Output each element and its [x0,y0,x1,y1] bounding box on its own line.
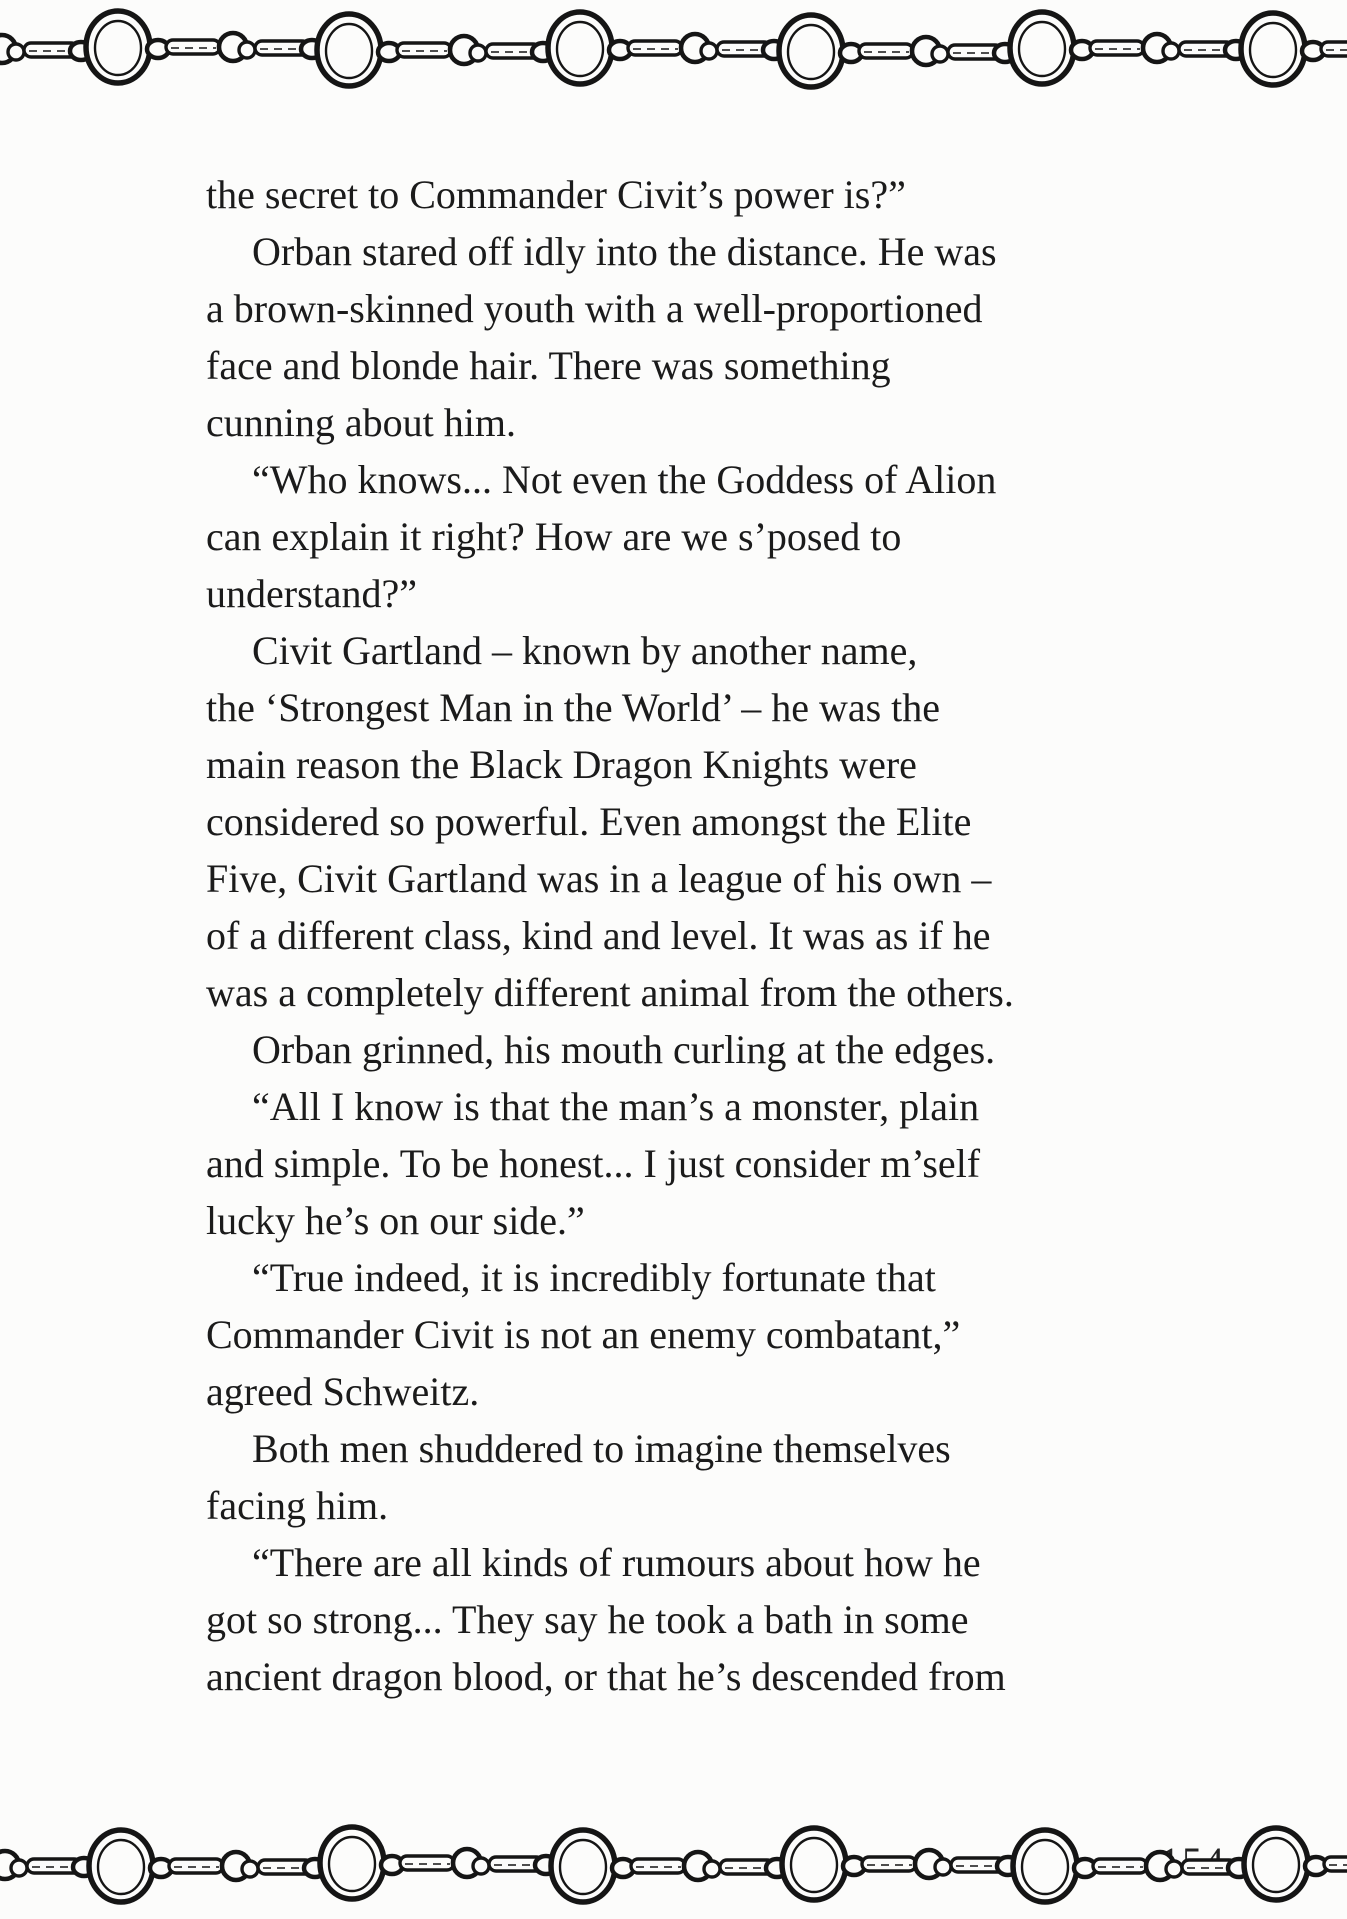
chain-border-bottom-icon [0,1805,1347,1919]
text-line: main reason the Black Dragon Knights were [206,742,917,787]
text-line: Orban stared off idly into the distance. He was [252,229,997,274]
text-line: “There are all kinds of rumours about how he [252,1540,981,1585]
text-line: cunning about him. [206,400,516,445]
text-line: got so strong... They say he took a bath in some [206,1597,969,1642]
text-line: the ‘Strongest Man in the World’ – he was the [206,685,941,730]
text-line: can explain it right? How are we s’posed to [206,514,902,559]
text-line: Commander Civit is not an enemy combatant,” [206,1312,961,1357]
text-line: of a different class, kind and level. It was as if he [206,913,991,958]
text-line: lucky he’s on our side.” [206,1198,585,1243]
text-line: face and blonde hair. There was something [206,343,891,388]
text-line: Civit Gartland – known by another name, [252,628,918,673]
text-line: Both men shuddered to imagine themselves [252,1426,951,1471]
text-line: a brown-skinned youth with a well-proportioned [206,286,983,331]
text-line: and simple. To be honest... I just consider m’self [206,1141,981,1186]
text-line: “All I know is that the man’s a monster, plain [252,1084,980,1129]
text-line: Five, Civit Gartland was in a league of his own – [206,856,992,901]
text-line: facing him. [206,1483,389,1528]
chain-border-top-icon [0,0,1347,114]
text-line: “True indeed, it is incredibly fortunate that [252,1255,936,1300]
text-line: Orban grinned, his mouth curling at the edges. [252,1027,996,1072]
text-line: the secret to Commander Civit’s power is?” [206,172,906,217]
text-line: “Who knows... Not even the Goddess of Alion [252,457,997,502]
page-text [206,166,1201,1705]
text-line: ancient dragon blood, or that he’s descended from [206,1654,1006,1699]
text-line: considered so powerful. Even amongst the Elite [206,799,972,844]
text-line: agreed Schweitz. [206,1369,480,1414]
text-line: was a completely different animal from the others. [206,970,1014,1015]
text-line: understand?” [206,571,418,616]
